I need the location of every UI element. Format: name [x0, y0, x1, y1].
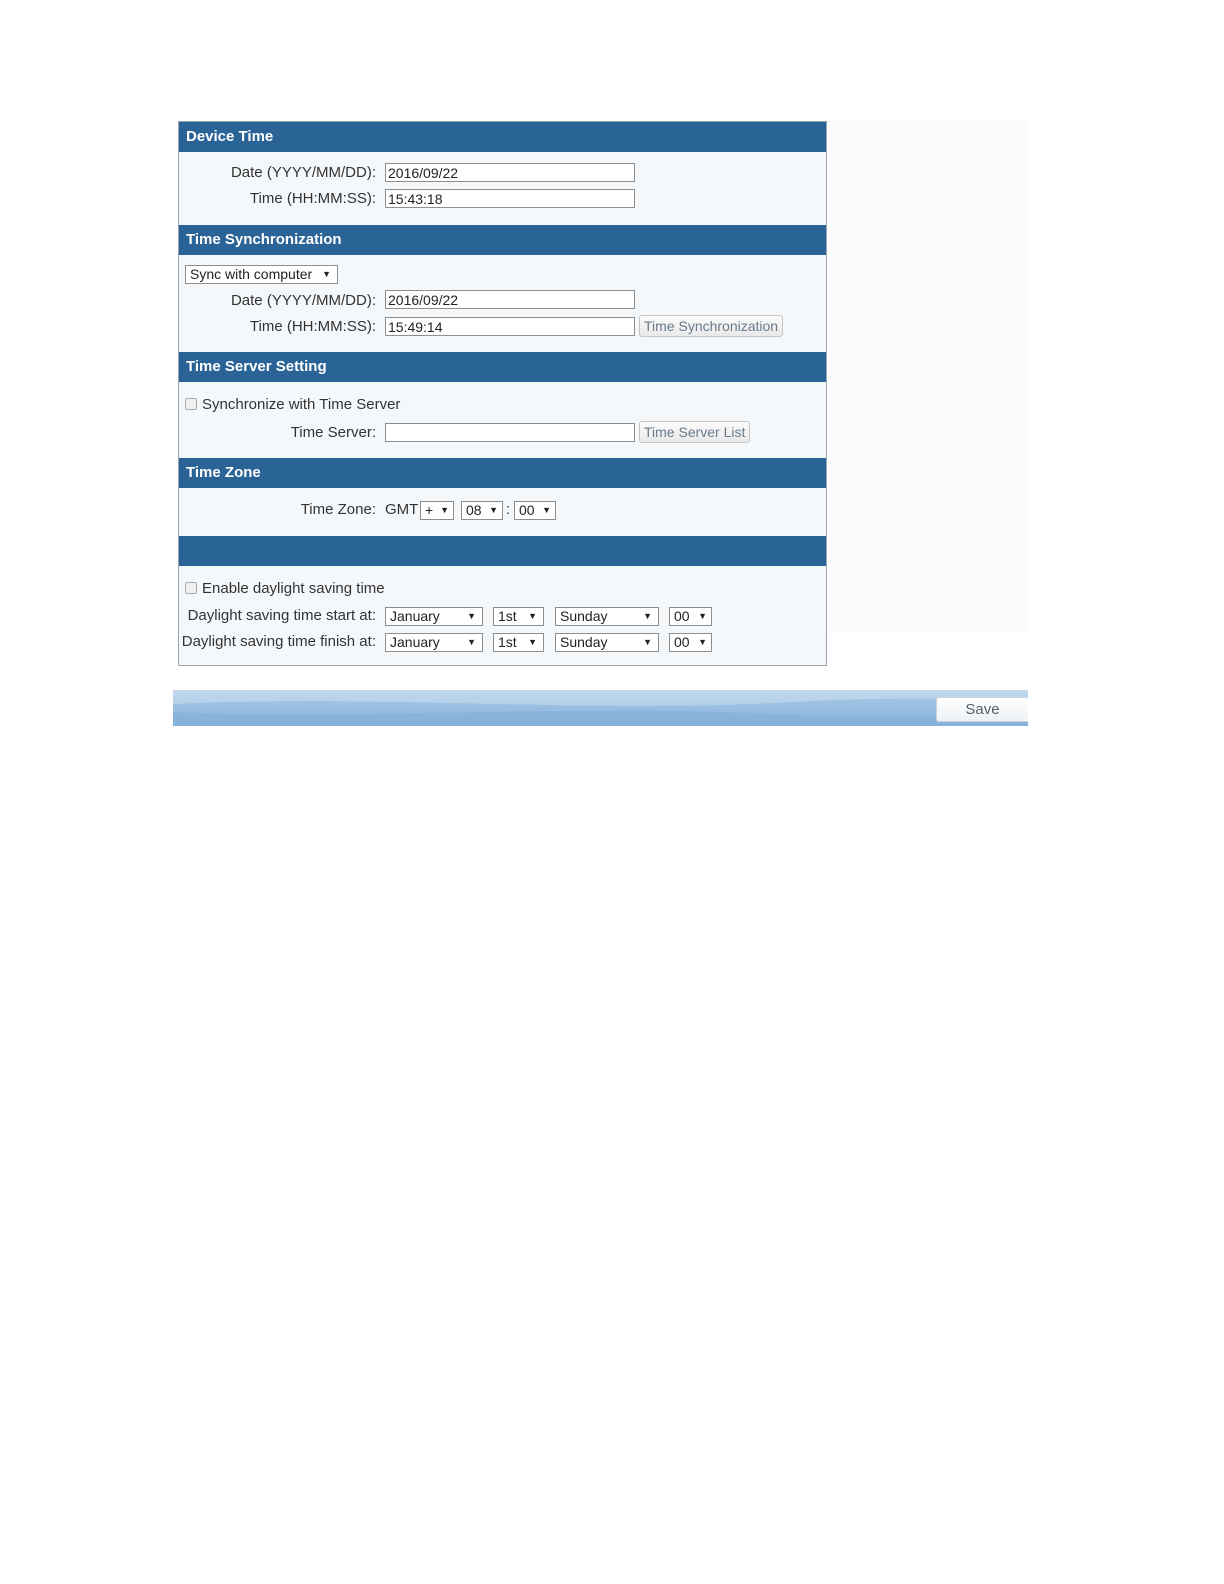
dst-start-hour-value: 00 [674, 608, 690, 624]
time-settings-panel [178, 121, 827, 666]
tz-minutes-value: 00 [519, 502, 535, 518]
chevron-down-icon: ▼ [643, 611, 652, 621]
dst-finish-month-value: January [390, 634, 440, 650]
dst-start-month-select[interactable] [385, 607, 483, 626]
sync-server-checkbox[interactable] [185, 398, 197, 410]
dst-start-week-select[interactable] [493, 607, 544, 626]
dst-finish-day-value: Sunday [560, 634, 608, 650]
dst-finish-day-select[interactable] [555, 633, 659, 652]
time-server-list-button[interactable]: Time Server List [639, 421, 750, 443]
dst-finish-label: Daylight saving time finish at: [181, 633, 376, 650]
dst-start-label: Daylight saving time start at: [187, 607, 376, 624]
device-time-header: Device Time [179, 122, 826, 152]
device-time-label: Time (HH:MM:SS): [249, 190, 376, 207]
tz-minutes-select[interactable] [514, 501, 556, 520]
time-sync-button[interactable]: Time Synchronization [639, 315, 783, 337]
tz-sign-select[interactable] [420, 501, 454, 520]
gmt-label: GMT [385, 501, 419, 518]
dst-header [179, 536, 826, 566]
tz-sign-value: + [425, 502, 434, 518]
chevron-down-icon: ▼ [467, 611, 476, 621]
dst-start-hour-select[interactable] [669, 607, 712, 626]
chevron-down-icon: ▼ [528, 611, 537, 621]
sync-date-label: Date (YYYY/MM/DD): [230, 292, 376, 309]
time-sync-header: Time Synchronization [179, 225, 826, 255]
dst-enable-label: Enable daylight saving time [202, 580, 385, 597]
chevron-down-icon: ▼ [467, 637, 476, 647]
device-date-field[interactable] [385, 163, 635, 182]
time-server-header: Time Server Setting [179, 352, 826, 382]
save-button[interactable]: Save [936, 697, 1028, 722]
chevron-down-icon: ▼ [322, 269, 331, 279]
time-zone-header: Time Zone [179, 458, 826, 488]
chevron-down-icon: ▼ [489, 505, 498, 515]
time-server-label: Time Server: [290, 424, 376, 441]
dst-enable-checkbox[interactable] [185, 582, 197, 594]
chevron-down-icon: ▼ [528, 637, 537, 647]
chevron-down-icon: ▼ [440, 505, 449, 515]
device-date-label: Date (YYYY/MM/DD): [230, 164, 376, 181]
time-server-field[interactable] [385, 423, 635, 442]
sync-date-field[interactable] [385, 290, 635, 309]
sync-time-field[interactable] [385, 317, 635, 336]
dst-finish-hour-value: 00 [674, 634, 690, 650]
tz-hours-value: 08 [466, 502, 482, 518]
chevron-down-icon: ▼ [698, 637, 707, 647]
time-zone-label: Time Zone: [300, 501, 376, 518]
dst-finish-hour-select[interactable] [669, 633, 712, 652]
dst-finish-week-select[interactable] [493, 633, 544, 652]
chevron-down-icon: ▼ [542, 505, 551, 515]
dst-finish-week-value: 1st [498, 634, 517, 650]
dst-start-day-value: Sunday [560, 608, 608, 624]
side-shade [828, 120, 1028, 632]
sync-mode-select[interactable] [185, 265, 338, 284]
chevron-down-icon: ▼ [643, 637, 652, 647]
sync-time-label: Time (HH:MM:SS): [249, 318, 376, 335]
sync-server-label: Synchronize with Time Server [202, 396, 401, 413]
tz-hours-select[interactable] [461, 501, 503, 520]
dst-start-day-select[interactable] [555, 607, 659, 626]
dst-start-week-value: 1st [498, 608, 517, 624]
sync-mode-value: Sync with computer [190, 266, 313, 282]
footer-wave-decoration [173, 690, 1028, 726]
device-time-field[interactable] [385, 189, 635, 208]
dst-start-month-value: January [390, 608, 440, 624]
dst-finish-month-select[interactable] [385, 633, 483, 652]
tz-separator: : [506, 501, 511, 518]
chevron-down-icon: ▼ [698, 611, 707, 621]
